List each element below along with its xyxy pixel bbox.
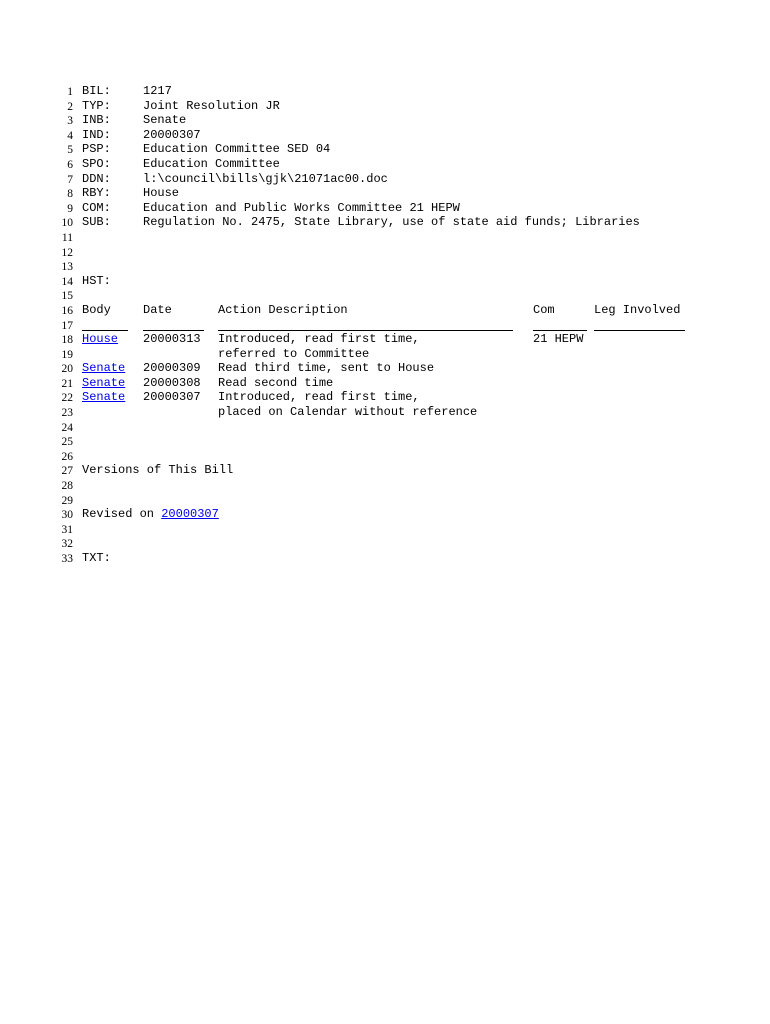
- rule-action: [218, 330, 513, 331]
- history-row: [0, 332, 770, 347]
- header-value: 20000307: [143, 127, 201, 142]
- blank-row: [0, 449, 770, 464]
- line-number: 15: [61, 290, 73, 303]
- history-rule-row: [0, 318, 770, 333]
- rule-body: [82, 330, 128, 331]
- col-header-leg: Leg Involved: [594, 302, 681, 317]
- history-row: [0, 376, 770, 391]
- line-number: 32: [61, 538, 73, 551]
- line-number: 26: [61, 450, 73, 463]
- header-row-ddn: [0, 172, 770, 187]
- action-date: 20000309: [143, 361, 201, 376]
- revised-date-link[interactable]: 20000307: [161, 507, 219, 522]
- header-key: IND:: [82, 127, 111, 142]
- line-number: 16: [61, 304, 73, 317]
- body-link-senate[interactable]: Senate: [82, 390, 126, 405]
- line-number: 2: [67, 100, 73, 113]
- revised-row: [0, 507, 770, 522]
- header-row-sub: [0, 215, 770, 230]
- line-number: 7: [67, 173, 73, 186]
- line-number: 10: [61, 217, 73, 230]
- line-number: 23: [61, 407, 73, 420]
- blank-row: [0, 288, 770, 303]
- line-number: 1: [67, 86, 73, 98]
- blank-row: [0, 493, 770, 508]
- revised-text: [82, 507, 219, 522]
- action-description: Read third time, sent to House: [218, 361, 435, 376]
- header-key: BIL:: [82, 84, 111, 98]
- action-date: 20000313: [143, 332, 201, 347]
- line-number: 8: [67, 188, 73, 201]
- versions-row: [0, 463, 770, 478]
- blank-row: [0, 522, 770, 537]
- line-number: 30: [61, 509, 73, 522]
- header-value: 1217: [143, 84, 172, 98]
- line-number: 3: [67, 115, 73, 128]
- line-number: 29: [61, 494, 73, 507]
- header-value: l:\council\bills\gjk\21071ac00.doc: [143, 171, 388, 186]
- txt-label: TXT:: [82, 551, 111, 565]
- line-number: 11: [61, 231, 73, 244]
- body-link-house[interactable]: House: [82, 332, 119, 347]
- action-description: Read second time: [218, 375, 334, 390]
- header-row-inb: [0, 113, 770, 128]
- line-number: 12: [61, 246, 73, 259]
- blank-row: [0, 259, 770, 274]
- history-row: [0, 361, 770, 376]
- history-row-cont: [0, 405, 770, 420]
- header-row-spo: [0, 157, 770, 172]
- rule-com: [533, 330, 587, 331]
- action-description-cont: placed on Calendar without reference: [218, 405, 478, 420]
- blank-row: [0, 230, 770, 245]
- blank-row: [0, 420, 770, 435]
- line-number: 5: [67, 144, 73, 157]
- header-row-typ: [0, 99, 770, 114]
- history-row: [0, 390, 770, 405]
- versions-heading: Versions of This Bill: [82, 463, 234, 478]
- header-row-rby: [0, 186, 770, 201]
- line-number: 6: [67, 158, 73, 171]
- col-header-com: Com: [533, 302, 555, 317]
- line-number: 31: [61, 523, 73, 536]
- header-value: Regulation No. 2475, State Library, use of state aid funds; Libraries: [143, 215, 640, 230]
- body-link-senate[interactable]: Senate: [82, 375, 126, 390]
- committee: 21 HEPW: [533, 332, 584, 347]
- rule-leg: [594, 330, 685, 331]
- hst-row: [0, 274, 770, 289]
- line-number: 18: [61, 334, 73, 347]
- history-header-row: [0, 303, 770, 318]
- header-value: House: [143, 186, 180, 201]
- header-key: SUB:: [82, 215, 111, 230]
- header-row-ind: [0, 128, 770, 143]
- line-number: 17: [61, 319, 73, 332]
- bill-document: [0, 84, 770, 566]
- header-key: COM:: [82, 200, 111, 215]
- header-value: Senate: [143, 113, 187, 128]
- line-number: 19: [61, 348, 73, 361]
- blank-row: [0, 245, 770, 260]
- header-row-com: [0, 201, 770, 216]
- header-key: DDN:: [82, 171, 111, 186]
- line-number: 14: [61, 275, 73, 288]
- rule-date: [143, 330, 204, 331]
- blank-row: [0, 434, 770, 449]
- header-value: Joint Resolution JR: [143, 98, 280, 113]
- header-key: SPO:: [82, 156, 111, 171]
- header-row-psp: [0, 142, 770, 157]
- col-header-body: Body: [82, 302, 111, 317]
- action-date: 20000307: [143, 390, 201, 405]
- action-description: Introduced, read first time,: [218, 390, 420, 405]
- col-header-date: Date: [143, 302, 172, 317]
- header-value: Education Committee SED 04: [143, 142, 331, 157]
- blank-row: [0, 478, 770, 493]
- line-number: 24: [61, 421, 73, 434]
- line-number: 20: [61, 363, 73, 376]
- line-number: 21: [61, 377, 73, 390]
- line-number: 33: [61, 553, 73, 565]
- line-number: 27: [61, 465, 73, 478]
- line-number: 28: [61, 480, 73, 493]
- action-description-cont: referred to Committee: [218, 346, 370, 361]
- line-number: 22: [61, 392, 73, 405]
- revised-prefix: Revised on: [82, 507, 155, 522]
- col-header-action: Action Description: [218, 302, 348, 317]
- line-number: 13: [61, 261, 73, 274]
- header-key: TYP:: [82, 98, 111, 113]
- blank-row: [0, 536, 770, 551]
- line-number: 25: [61, 436, 73, 449]
- txt-row: [0, 551, 770, 566]
- action-description: Introduced, read first time,: [218, 332, 420, 347]
- body-link-senate[interactable]: Senate: [82, 361, 126, 376]
- history-row-cont: [0, 347, 770, 362]
- header-value: Education and Public Works Committee 21 HEPW: [143, 200, 460, 215]
- hst-label: HST:: [82, 273, 111, 288]
- action-date: 20000308: [143, 375, 201, 390]
- header-key: RBY:: [82, 186, 111, 201]
- line-number: 9: [67, 202, 73, 215]
- header-key: PSP:: [82, 142, 111, 157]
- header-key: INB:: [82, 113, 111, 128]
- header-value: Education Committee: [143, 156, 280, 171]
- header-row-bil: [0, 84, 770, 99]
- line-number: 4: [67, 129, 73, 142]
